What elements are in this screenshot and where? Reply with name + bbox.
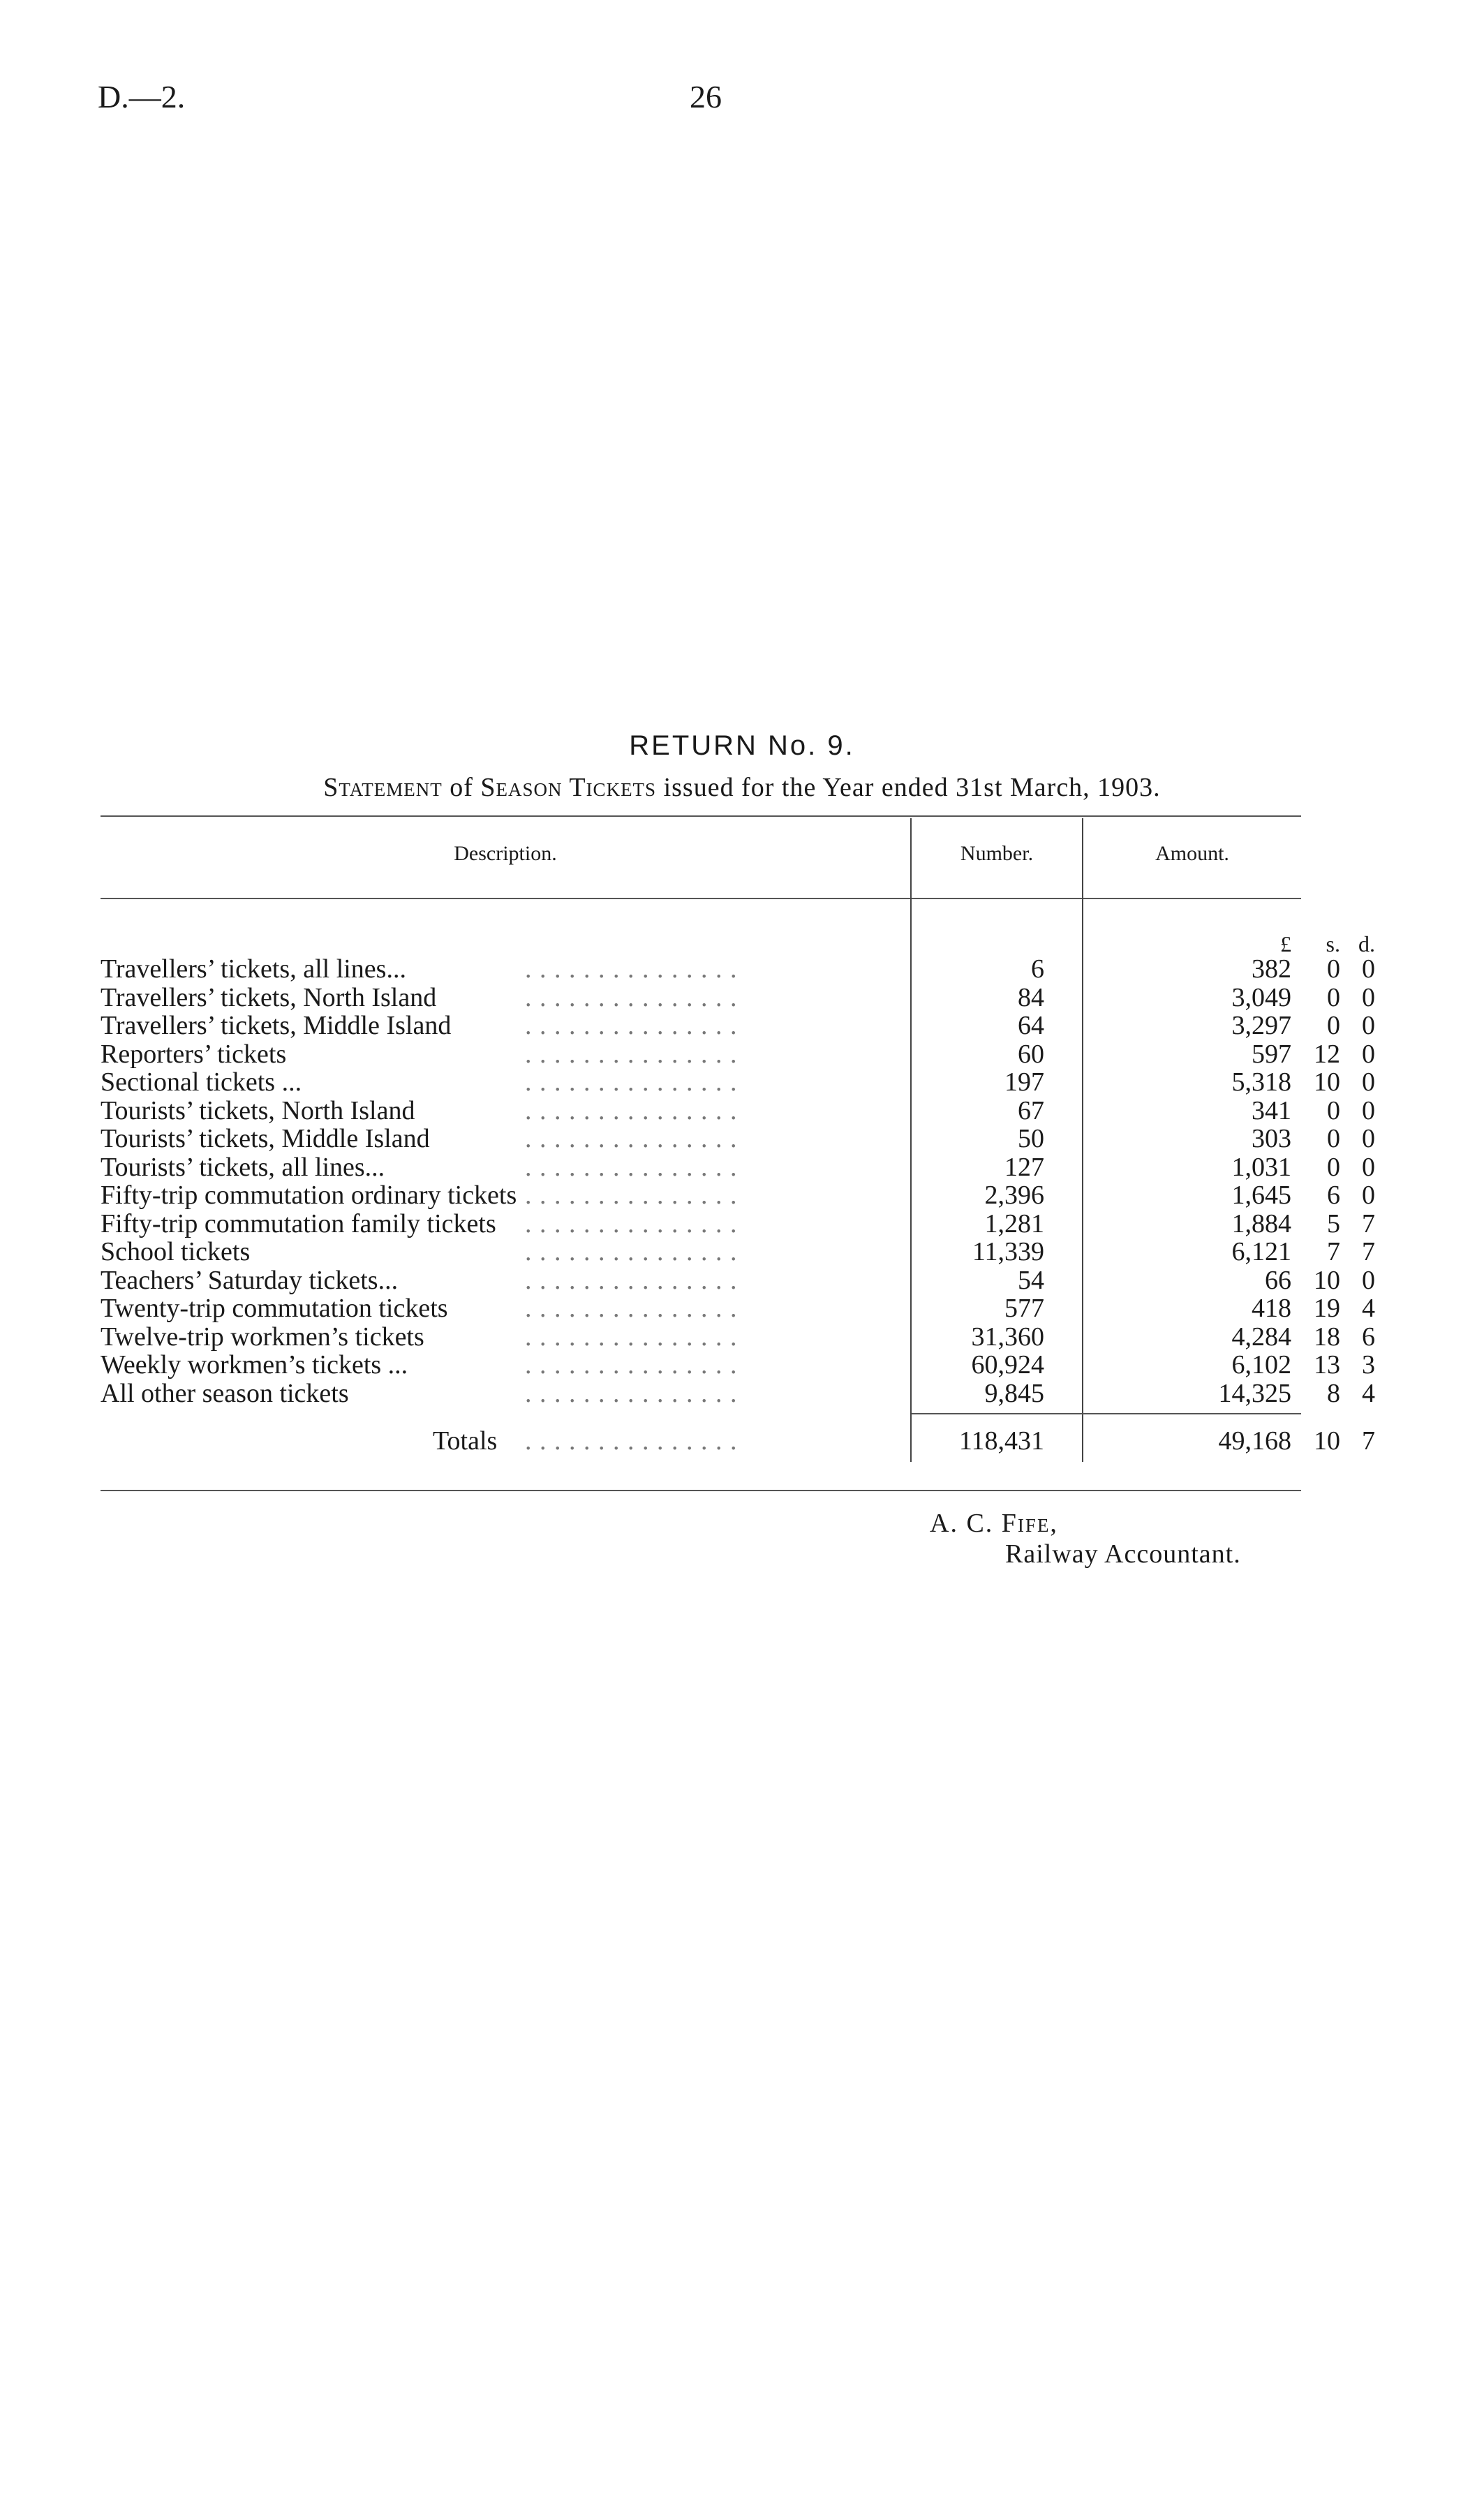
leader-dots: . . . . . . . . . . . . . . . [525,1040,738,1068]
row-number: 127 [1004,1152,1044,1182]
row-shillings: 0 [1327,982,1340,1012]
row-pence: 0 [1362,1265,1375,1295]
row-pounds: 3,049 [1231,982,1291,1012]
shillings-unit: s. [1326,931,1340,956]
row-description: Teachers’ Saturday tickets... [101,1265,399,1295]
row-description: Fifty-trip commutation ordinary tickets [101,1181,517,1210]
row-number: 6 [1031,954,1044,984]
page-number: 26 [690,79,722,114]
pounds-unit: £ [1280,931,1291,956]
totals-leader-dots: . . . . . . . . . . . . . . . [525,1427,738,1455]
row-pounds: 1,645 [1231,1181,1291,1210]
row-description: Travellers’ tickets, all lines... [101,954,406,984]
row-description: Tourists’ tickets, North Island [101,1095,415,1125]
row-pounds: 5,318 [1231,1067,1291,1097]
leader-dots: . . . . . . . . . . . . . . . [525,1068,738,1096]
row-description: Travellers’ tickets, Middle Island [101,1011,452,1040]
row-number: 197 [1004,1067,1044,1097]
leader-dots: . . . . . . . . . . . . . . . [525,1125,738,1153]
row-pounds: 1,031 [1231,1152,1291,1182]
leader-dots: . . . . . . . . . . . . . . . [525,1351,738,1379]
row-pounds: 4,284 [1231,1322,1291,1352]
row-description: Reporters’ tickets [101,1039,287,1069]
table-row [0,1181,1484,1209]
row-description: School tickets [101,1237,251,1266]
row-pence: 0 [1362,1067,1375,1097]
row-pence: 3 [1362,1350,1375,1380]
row-shillings: 0 [1327,1095,1340,1125]
totals-label: Totals [433,1426,498,1456]
row-pence: 0 [1362,1152,1375,1182]
row-shillings: 10 [1314,1067,1340,1097]
column-header-amount: Amount. [1155,842,1229,865]
row-pounds: 303 [1252,1124,1291,1153]
row-pence: 0 [1362,1011,1375,1040]
row-pence: 6 [1362,1322,1375,1352]
row-pence: 0 [1362,1124,1375,1153]
row-pounds: 341 [1252,1095,1291,1125]
return-title: RETURN No. 9. [629,730,855,761]
leader-dots: . . . . . . . . . . . . . . . [525,983,738,1012]
row-shillings: 10 [1314,1265,1340,1295]
subtitle-statement: Statement [323,773,443,802]
subtitle-season-tickets: Season Tickets [480,773,657,802]
leader-dots: . . . . . . . . . . . . . . . [525,1209,738,1238]
row-shillings: 18 [1314,1322,1340,1352]
table-row [0,1294,1484,1322]
row-description: Travellers’ tickets, North Island [101,982,437,1012]
row-description: Weekly workmen’s tickets ... [101,1350,408,1380]
row-shillings: 0 [1327,1124,1340,1153]
table-row [0,1068,1484,1096]
row-pounds: 3,297 [1231,1011,1291,1040]
row-pence: 7 [1362,1237,1375,1266]
row-description: Tourists’ tickets, Middle Island [101,1124,430,1153]
leader-dots: . . . . . . . . . . . . . . . [525,1153,738,1181]
table-row [0,1238,1484,1266]
row-pounds: 6,102 [1231,1350,1291,1380]
table-top-rule [101,815,1301,817]
row-pounds: 382 [1252,954,1291,984]
row-shillings: 8 [1327,1378,1340,1408]
row-pounds: 6,121 [1231,1237,1291,1266]
table-row [0,1380,1484,1407]
document-code: D.—2. [98,79,186,114]
row-number: 84 [1018,982,1044,1012]
row-description: Twelve-trip workmen’s tickets [101,1322,424,1352]
row-pounds: 14,325 [1218,1378,1291,1408]
table-row [0,1125,1484,1153]
total-pence: 7 [1362,1426,1375,1456]
row-pence: 4 [1362,1378,1375,1408]
row-number: 2,396 [984,1181,1044,1210]
leader-dots: . . . . . . . . . . . . . . . [525,1322,738,1351]
row-number: 11,339 [972,1237,1044,1266]
row-shillings: 12 [1314,1039,1340,1069]
row-pounds: 418 [1252,1294,1291,1323]
leader-dots: . . . . . . . . . . . . . . . [525,1379,738,1407]
amount-units-row [0,930,1484,958]
totals-row [0,1427,1484,1455]
row-number: 50 [1018,1124,1044,1153]
total-number: 118,431 [958,1426,1044,1456]
signature-surname: Fife, [1001,1509,1058,1538]
leader-dots: . . . . . . . . . . . . . . . [525,1294,738,1322]
row-number: 1,281 [984,1208,1044,1238]
row-shillings: 0 [1327,1152,1340,1182]
row-description: Sectional tickets ... [101,1067,302,1097]
table-row [0,1210,1484,1238]
row-shillings: 7 [1327,1237,1340,1266]
row-shillings: 0 [1327,954,1340,984]
row-number: 9,845 [984,1378,1044,1408]
row-description: Twenty-trip commutation tickets [101,1294,448,1323]
table-row [0,1153,1484,1181]
row-description: Tourists’ tickets, all lines... [101,1152,385,1182]
table-row [0,1351,1484,1379]
row-shillings: 5 [1327,1208,1340,1238]
row-description: Fifty-trip commutation family tickets [101,1208,496,1238]
total-pounds: 49,168 [1218,1426,1291,1456]
table-row [0,1266,1484,1294]
row-number: 577 [1004,1294,1044,1323]
row-description: All other season tickets [101,1378,349,1408]
table-row [0,984,1484,1012]
table-row [0,1323,1484,1351]
signature-name [930,1508,1058,1539]
statement-subtitle [0,772,1484,803]
row-pounds: 1,884 [1231,1208,1291,1238]
row-number: 64 [1018,1011,1044,1040]
pence-unit: d. [1358,931,1375,956]
leader-dots: . . . . . . . . . . . . . . . [525,955,738,983]
row-pounds: 66 [1265,1265,1291,1295]
row-pence: 0 [1362,954,1375,984]
row-number: 54 [1018,1265,1044,1295]
row-number: 60,924 [971,1350,1044,1380]
leader-dots: . . . . . . . . . . . . . . . [525,1012,738,1040]
table-row [0,955,1484,983]
subtitle-of: of [450,773,473,802]
row-number: 67 [1018,1095,1044,1125]
totals-rule [912,1413,1301,1414]
row-pence: 0 [1362,1095,1375,1125]
signature-initials: A. C. [930,1509,994,1538]
leader-dots: . . . . . . . . . . . . . . . [525,1266,738,1294]
row-pence: 0 [1362,1181,1375,1210]
row-shillings: 19 [1314,1294,1340,1323]
row-pence: 0 [1362,1039,1375,1069]
subtitle-rest: issued for the Year ended 31st March, 1903. [663,773,1161,802]
column-header-description: Description. [454,842,557,865]
row-pence: 0 [1362,982,1375,1012]
leader-dots: . . . . . . . . . . . . . . . [525,1238,738,1266]
leader-dots: . . . . . . . . . . . . . . . [525,1096,738,1125]
total-shillings: 10 [1314,1426,1340,1456]
column-header-number: Number. [960,842,1034,865]
row-pence: 4 [1362,1294,1375,1323]
row-number: 60 [1018,1039,1044,1069]
row-number: 31,360 [971,1322,1044,1352]
table-row [0,1040,1484,1068]
row-shillings: 0 [1327,1011,1340,1040]
signature-title: Railway Accountant. [1005,1539,1241,1569]
table-row [0,1097,1484,1125]
row-shillings: 6 [1327,1181,1340,1210]
table-bottom-rule [101,1490,1301,1491]
header-bottom-rule [101,898,1301,899]
row-shillings: 13 [1314,1350,1340,1380]
leader-dots: . . . . . . . . . . . . . . . [525,1181,738,1209]
row-pence: 7 [1362,1208,1375,1238]
table-row [0,1012,1484,1040]
row-pounds: 597 [1252,1039,1291,1069]
